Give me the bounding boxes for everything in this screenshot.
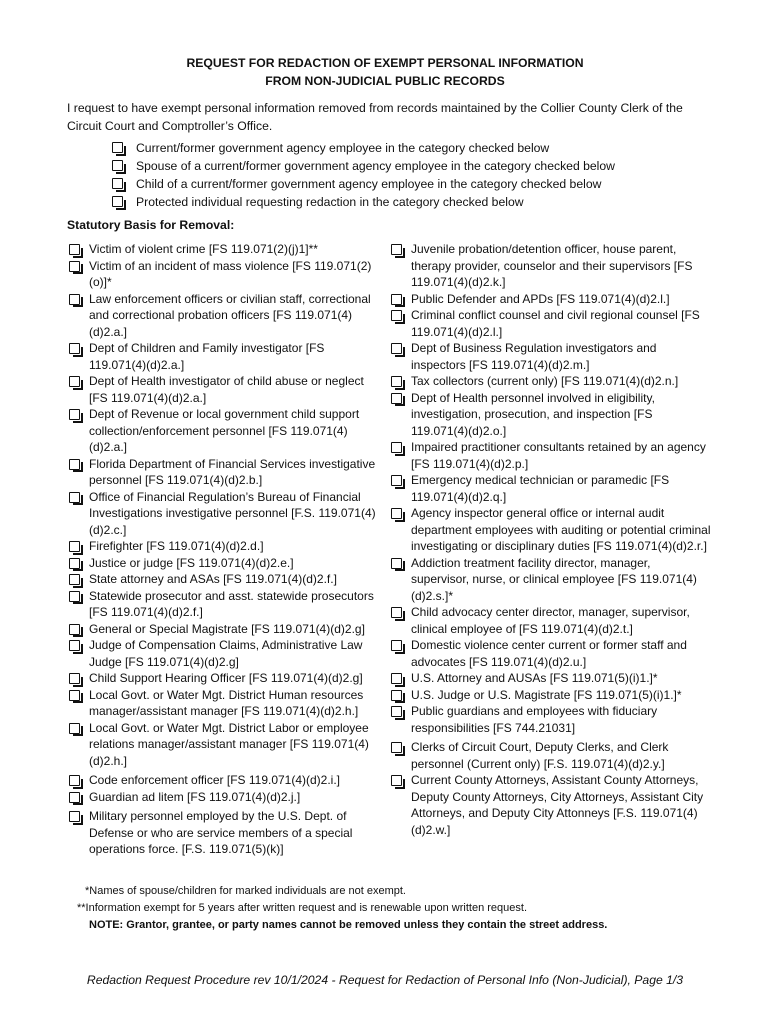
basis-option[interactable] — [69, 241, 381, 258]
basis-option[interactable] — [69, 621, 381, 638]
basis-label: General or Special Magistrate [FS 119.071(4)(d)2.g] — [89, 621, 365, 636]
category-option[interactable] — [112, 157, 712, 175]
checkbox[interactable] — [391, 294, 402, 305]
basis-label: Dept of Revenue or local government child support collection/enforcement personnel [FS 119.071(4)(d)2.a.] — [89, 407, 360, 454]
checkbox[interactable] — [112, 160, 123, 171]
basis-label: Office of Financial Regulation’s Bureau of Financial Investigations investigative personnel [F.S. 119.071(4)(d)2.c.] — [89, 489, 376, 537]
form-title-line-1: REQUEST FOR REDACTION OF EXEMPT PERSONAL INFORMATION — [186, 56, 584, 70]
basis-label: Emergency medical technician or paramedic [FS 119.071(4)(d)2.q.] — [411, 473, 670, 504]
basis-option[interactable] — [69, 456, 381, 489]
checkbox[interactable] — [391, 442, 402, 453]
statutory-basis-right-column — [391, 241, 711, 838]
basis-option[interactable] — [69, 571, 381, 588]
basis-option[interactable] — [69, 538, 381, 555]
basis-option[interactable] — [391, 307, 711, 340]
basis-label: U.S. Judge or U.S. Magistrate [FS 119.071(5)(i)1.]* — [411, 687, 682, 702]
checkbox[interactable] — [69, 690, 80, 701]
checkbox[interactable] — [391, 475, 402, 486]
basis-label: State attorney and ASAs [FS 119.071(4)(d)2.f.] — [89, 572, 337, 586]
basis-label: Justice or judge [FS 119.071(4)(d)2.e.] — [89, 555, 294, 570]
form-title-line-2: FROM NON-JUDICIAL PUBLIC RECORDS — [265, 74, 505, 88]
basis-option[interactable] — [69, 555, 381, 572]
basis-label: Victim of an incident of mass violence [FS 119.071(2)(o)]* — [89, 258, 372, 289]
basis-option[interactable] — [69, 687, 381, 720]
checkbox[interactable] — [69, 459, 80, 470]
page-footer: Redaction Request Procedure rev 10/1/2024 - Request for Redaction of Personal Info (Non-Judicial), Page 1/3 — [86, 973, 684, 987]
basis-option[interactable] — [391, 687, 711, 704]
basis-label: Firefighter [FS 119.071(4)(d)2.d.] — [89, 539, 264, 553]
category-option[interactable] — [112, 193, 712, 211]
basis-option[interactable] — [69, 637, 381, 670]
statutory-basis-left-column — [69, 241, 381, 858]
footnote-five-years: **Information exempt for 5 years after written request and is renewable upon written request. — [77, 902, 528, 914]
intro-paragraph: I request to have exempt personal information removed from records maintained by the Collier County Clerk of the Circuit Court and Comptroller’s Office. — [67, 101, 683, 133]
basis-label: Clerks of Circuit Court, Deputy Clerks, and Clerk personnel (Current only) [F.S. 119.071(4)(d)2.y.] — [411, 740, 669, 771]
checkbox[interactable] — [69, 624, 80, 635]
basis-option[interactable] — [391, 390, 711, 440]
basis-option[interactable] — [69, 258, 381, 291]
basis-label: Domestic violence center current or former staff and advocates [FS 119.071(4)(d)2.u.] — [411, 638, 687, 669]
basis-option[interactable] — [391, 241, 711, 291]
basis-option[interactable] — [391, 772, 711, 838]
basis-label: Current County Attorneys, Assistant County Attorneys, Deputy County Attorneys, City Attorneys, Assistant City Attorneys, and Deputy City Attonneys [F.S. 119.071(4)(d)2.w.] — [411, 773, 704, 837]
basis-label: Florida Department of Financial Services investigative personnel [FS 119.071(4)(d)2.b.] — [89, 456, 376, 487]
checkbox[interactable] — [391, 244, 402, 255]
basis-option[interactable] — [391, 340, 711, 373]
basis-label: Agency inspector general office or internal audit department employees with auditing or potential criminal investigating or disciplinary duties [FS 119.071(4)(d)2.r.] — [411, 506, 711, 553]
checkbox[interactable] — [69, 723, 80, 734]
checkbox[interactable] — [391, 393, 402, 404]
checkbox[interactable] — [69, 409, 80, 420]
basis-option[interactable] — [391, 637, 711, 670]
basis-label: Dept of Children and Family investigator [FS 119.071(4)(d)2.a.] — [89, 341, 325, 372]
checkbox[interactable] — [69, 775, 80, 786]
category-label: Spouse of a current/former government agency employee in the category checked below — [136, 159, 615, 173]
category-label: Child of a current/former government agency employee in the category checked below — [136, 177, 602, 191]
basis-option[interactable] — [69, 808, 381, 858]
basis-label: Child Support Hearing Officer [FS 119.071(4)(d)2.g] — [89, 671, 363, 685]
basis-label: Tax collectors (current only) [FS 119.071(4)(d)2.n.] — [411, 374, 679, 388]
category-option[interactable] — [112, 139, 712, 157]
checkbox[interactable] — [391, 508, 402, 519]
checkbox[interactable] — [391, 310, 402, 321]
basis-label: Statewide prosecutor and asst. statewide prosecutors [FS 119.071(4)(d)2.f.] — [89, 588, 374, 619]
note-grantor-grantee: NOTE: Grantor, grantee, or party names cannot be removed unless they contain the street address. — [89, 919, 608, 931]
checkbox[interactable] — [69, 640, 80, 651]
basis-label: Guardian ad litem [FS 119.071(4)(d)2.j.] — [89, 789, 301, 804]
basis-option[interactable] — [69, 340, 381, 373]
checkbox[interactable] — [391, 376, 402, 387]
basis-option[interactable] — [69, 720, 381, 770]
basis-label: Public guardians and employees with fiduciary responsibilities [FS 744.21031] — [411, 704, 658, 735]
checkbox[interactable] — [391, 558, 402, 569]
basis-option[interactable] — [391, 670, 711, 687]
basis-option[interactable] — [69, 789, 381, 806]
basis-option[interactable] — [69, 588, 381, 621]
checkbox[interactable] — [391, 706, 402, 717]
basis-label: Judge of Compensation Claims, Administrative Law Judge [FS 119.071(4)(d)2.g] — [89, 638, 363, 669]
basis-option[interactable] — [69, 406, 381, 456]
basis-label: Local Govt. or Water Mgt. District Labor or employee relations manager/assistant manager [FS 119.071(4)(d)2.h.] — [89, 720, 369, 768]
checkbox[interactable] — [391, 775, 402, 786]
checkbox[interactable] — [69, 673, 80, 684]
checkbox[interactable] — [69, 492, 80, 503]
basis-option[interactable] — [391, 505, 711, 555]
basis-option[interactable] — [391, 472, 711, 505]
basis-label: Local Govt. or Water Mgt. District Human resources manager/assistant manager [FS 119.071(4)(d)2.h.] — [89, 687, 364, 718]
checkbox[interactable] — [69, 792, 80, 803]
checkbox[interactable] — [112, 196, 123, 207]
basis-option[interactable] — [391, 555, 711, 605]
checkbox[interactable] — [391, 742, 402, 753]
checkbox[interactable] — [69, 541, 80, 552]
basis-label: Dept of Business Regulation investigators and inspectors [FS 119.071(4)(d)2.m.] — [411, 341, 657, 372]
basis-label: Child advocacy center director, manager, supervisor, clinical employee of [FS 119.071(4)(d)2.t.] — [411, 605, 690, 636]
basis-label: Law enforcement officers or civilian staff, correctional and correctional probation officers [FS 119.071(4)(d)2.a.] — [89, 291, 371, 339]
basis-label: Military personnel employed by the U.S. Dept. of Defense or who are service members of a special operations force. [F.S. 119.071(5)(k)] — [89, 809, 353, 856]
checkbox[interactable] — [69, 591, 80, 602]
basis-option[interactable] — [69, 291, 381, 341]
checkbox[interactable] — [391, 690, 402, 701]
checkbox[interactable] — [69, 261, 80, 272]
basis-option[interactable] — [69, 489, 381, 539]
category-label: Protected individual requesting redaction in the category checked below — [136, 195, 524, 209]
basis-option[interactable] — [391, 291, 711, 308]
basis-option[interactable] — [391, 439, 711, 472]
requester-category-list — [112, 139, 712, 211]
basis-label: Criminal conflict counsel and civil regional counsel [FS 119.071(4)(d)2.l.] — [411, 308, 700, 339]
basis-label: Public Defender and APDs [FS 119.071(4)(d)2.l.] — [411, 291, 670, 306]
checkbox[interactable] — [112, 178, 123, 189]
checkbox[interactable] — [391, 343, 402, 354]
basis-label: Juvenile probation/detention officer, house parent, therapy provider, counselor and their supervisors [FS 119.071(4)(d)2.k.] — [411, 242, 693, 289]
basis-option[interactable] — [391, 739, 711, 772]
checkbox[interactable] — [391, 607, 402, 618]
category-option[interactable] — [112, 175, 712, 193]
checkbox[interactable] — [69, 558, 80, 569]
basis-option[interactable] — [69, 373, 381, 406]
checkbox[interactable] — [112, 142, 123, 153]
checkbox[interactable] — [69, 811, 80, 822]
basis-option[interactable] — [391, 604, 711, 637]
category-label: Current/former government agency employee in the category checked below — [136, 141, 550, 155]
checkbox[interactable] — [69, 294, 80, 305]
basis-option[interactable] — [391, 703, 711, 736]
basis-option[interactable] — [69, 772, 381, 789]
basis-label: Code enforcement officer [FS 119.071(4)(d)2.i.] — [89, 773, 341, 787]
basis-label: Impaired practitioner consultants retained by an agency [FS 119.071(4)(d)2.p.] — [411, 440, 706, 471]
checkbox[interactable] — [69, 574, 80, 585]
basis-label: Dept of Health personnel involved in eligibility, investigation, prosecution, and inspection [FS 119.071(4)(d)2.o.] — [411, 390, 655, 438]
footnotes — [0, 883, 770, 934]
basis-label: Dept of Health investigator of child abuse or neglect [FS 119.071(4)(d)2.a.] — [89, 374, 364, 405]
basis-option[interactable] — [69, 670, 381, 687]
checkbox[interactable] — [69, 376, 80, 387]
basis-option[interactable] — [391, 373, 711, 390]
checkbox[interactable] — [391, 640, 402, 651]
checkbox[interactable] — [391, 673, 402, 684]
footnote-spouse-children: *Names of spouse/children for marked individuals are not exempt. — [85, 885, 406, 897]
basis-label: Addiction treatment facility director, manager, supervisor, nurse, or clinical employee [FS 119.071(4)(d)2.s.]* — [411, 555, 697, 603]
checkbox[interactable] — [69, 244, 80, 255]
basis-label: Victim of violent crime [FS 119.071(2)(j)1]** — [89, 242, 318, 256]
basis-label: U.S. Attorney and AUSAs [FS 119.071(5)(i)1.]* — [411, 671, 658, 685]
checkbox[interactable] — [69, 343, 80, 354]
statutory-basis-heading: Statutory Basis for Removal: — [67, 218, 235, 232]
